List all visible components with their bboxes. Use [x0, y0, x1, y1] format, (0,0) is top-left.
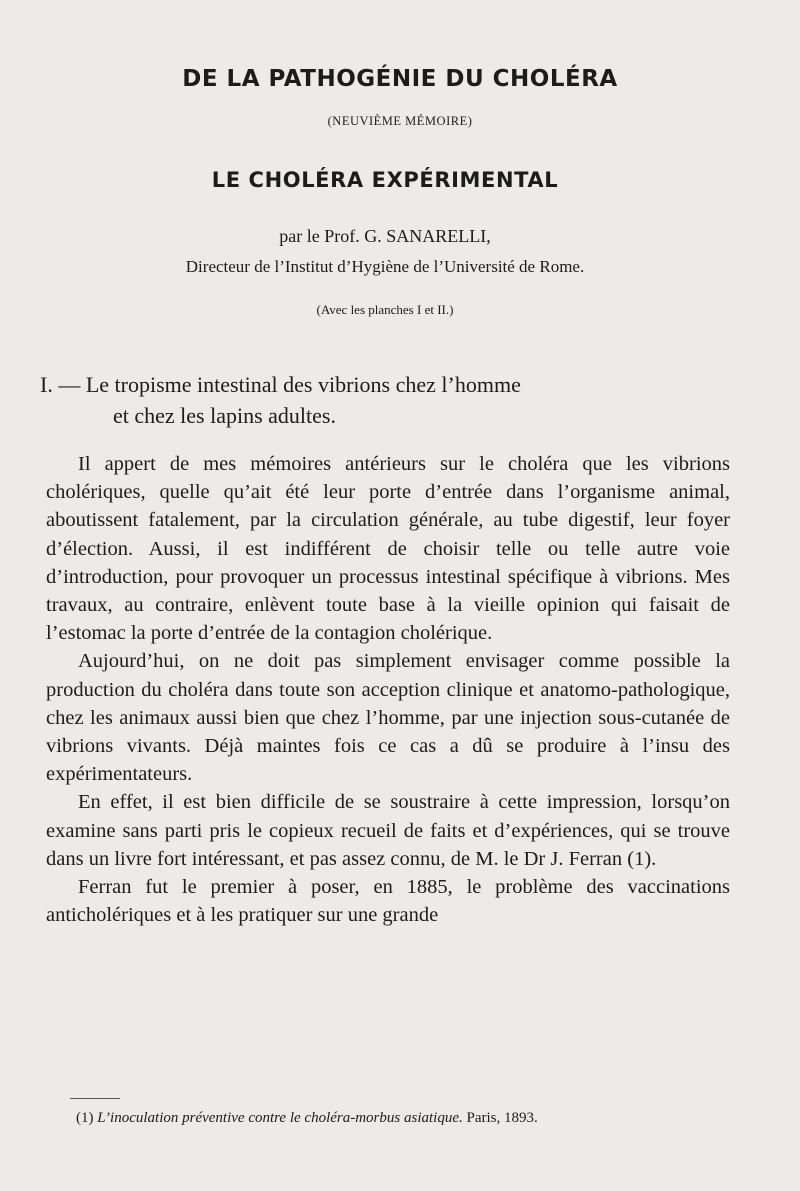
article-title: DE LA PATHOGÉNIE DU CHOLÉRA	[182, 66, 618, 92]
plates-note: (Avec les planches I et II.)	[316, 302, 454, 317]
affiliation-line: Directeur de l’Institut d’Hygiène de l’Université de Rome.	[185, 257, 585, 276]
footnote-publication: Paris, 1893.	[462, 1110, 538, 1126]
paragraph-3: En effet, il est bien difficile de se soustraire à cette impression, lorsqu’on examine sans parti pris le copieux recueil de faits et d’expériences, qui se trouve dans un livre fort intéressant, et pas assez connu, de M. le Dr J. Ferran (1).	[46, 791, 730, 870]
article-subtitle: LE CHOLÉRA EXPÉRIMENTAL	[211, 168, 559, 192]
footnote	[76, 1110, 766, 1127]
memoir-number: (NEUVIÈME MÉMOIRE)	[327, 114, 473, 128]
footnote-title: L’inoculation préventive contre le choléra-morbus asiatique.	[97, 1110, 463, 1126]
paragraph-2: Aujourd’hui, on ne doit pas simplement envisager comme possible la production du choléra dans toute son acception clinique et anatomo-pathologique, chez les animaux aussi bien que chez l’homme, par une injection sous-cutanée de vibrions vivants. Déjà maintes fois ce cas a dû se produire à l’insu des expérimentateurs.	[46, 650, 730, 786]
footnote-divider	[70, 1098, 120, 1099]
section-heading-line-2: et chez les lapins adultes.	[113, 403, 336, 428]
paragraph-4: Ferran fut le premier à poser, en 1885, le problème des vaccinations anticholériques et à les pratiquer sur une grande	[46, 876, 730, 927]
section-heading	[40, 369, 740, 431]
body-text	[46, 450, 730, 929]
footnote-marker: (1)	[76, 1110, 94, 1126]
section-heading-line-1: I. — Le tropisme intestinal des vibrions chez l’homme	[40, 372, 521, 397]
paragraph-1: Il appert de mes mémoires antérieurs sur le choléra que les vibrions cholériques, quelle qu’ait été leur porte d’entrée dans l’organisme animal, aboutissent fatalement, par la circulation générale, au tube digestif, leur foyer d’élection. Aussi, il est indifférent de choisir telle ou telle autre voie d’introduction, pour provoquer un processus intestinal spécifique à vibrions. Mes travaux, au contraire, enlèvent toute base à la vieille opinion qui faisait de l’estomac la porte d’entrée de la contagion cholérique.	[46, 453, 730, 645]
author-line: par le Prof. G. SANARELLI,	[279, 226, 491, 246]
